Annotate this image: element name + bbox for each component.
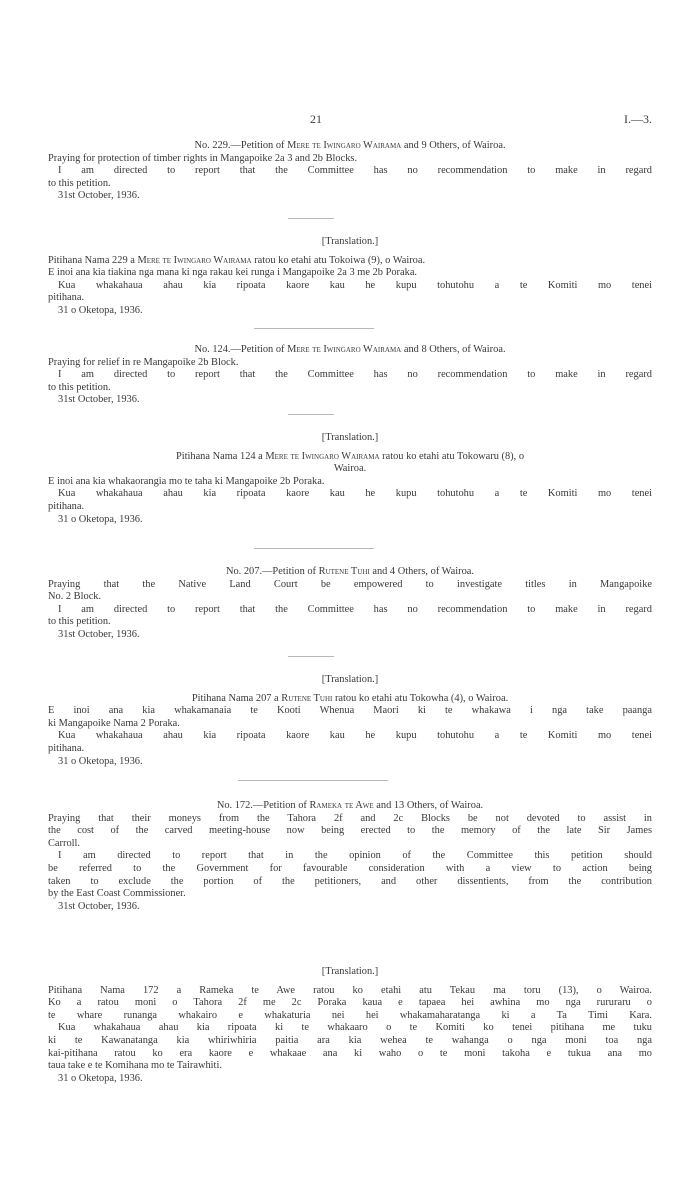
prayer-line: te whare runanga whakairo e whakaturia nei hei whakamaharatanga ki a Ta Timi Kara.	[48, 1009, 652, 1021]
report-line: to this petition.	[48, 616, 111, 628]
prayer-line: E inoi ana kia whakaorangia mo te taha ki Mangapoike 2b Poraka.	[48, 475, 325, 487]
page-header	[48, 112, 652, 128]
translation-label: [Translation.]	[321, 432, 379, 443]
report-line: I am directed to report that the Committee has no recommendation to make in regard	[58, 603, 652, 615]
report-line: pitihana.	[48, 292, 85, 304]
report-line: pitihana.	[48, 742, 85, 754]
petition-124	[48, 344, 652, 407]
prayer-line: E inoi ana kia whakamanaia te Kooti Whenua Maori ki te whakawa i nga take paanga	[48, 705, 652, 717]
report-line: taken to exclude the portion of the petitioners, and other dissentients, from the contribution	[48, 875, 652, 887]
divider	[288, 218, 334, 219]
report-line: taua take e te Komihana mo te Tairawhiti.	[48, 1060, 222, 1072]
prayer-line: Carroll.	[48, 837, 81, 849]
prayer-line: Praying that the Native Land Court be empowered to investigate titles in Mangapoike	[48, 578, 652, 590]
prayer-line: Praying for relief in re Mangapoike 2b Block.	[48, 356, 239, 368]
divider	[288, 414, 334, 415]
prayer-line: Praying that their moneys from the Tahora 2f and 2c Blocks be not devoted to assist in	[48, 812, 652, 824]
report-line: to this petition.	[48, 177, 111, 189]
date-line: 31st October, 1936.	[58, 900, 140, 912]
petition-heading: Pitihana Nama 229 a Mere te Iwingaro Wairama ratou ko etahi atu Tokoiwa (9), o Wairoa.	[48, 254, 426, 266]
report-line: by the East Coast Commissioner.	[48, 888, 186, 900]
prayer-line: E inoi ana kia tiakina nga mana ki nga rakau kei runga i Mangapoike 2a 3 me 2b Poraka.	[48, 267, 418, 279]
translation-label: [Translation.]	[321, 236, 379, 247]
prayer-line: ki Mangapoike Nama 2 Poraka.	[48, 717, 180, 729]
translation-229	[48, 236, 652, 318]
date-line: 31 o Oketopa, 1936.	[58, 1072, 143, 1084]
date-line: 31st October, 1936.	[58, 394, 140, 406]
report-line: pitihana.	[48, 500, 85, 512]
report-line: Kua whakahaua ahau kia ripoata kaore kau he kupu tohutohu a te Komiti mo tenei	[58, 279, 652, 291]
translation-label: [Translation.]	[321, 674, 379, 685]
document-reference: I.—3.	[624, 112, 652, 126]
report-line: to this petition.	[48, 381, 111, 393]
report-line: be referred to the Government for favourable consideration with a view to action being	[48, 862, 652, 874]
petition-heading: Pitihana Nama 207 a Rutene Tuhi ratou ko etahi atu Tokowha (4), o Wairoa.	[191, 692, 509, 704]
translation-172	[48, 966, 652, 1085]
petition-172	[48, 800, 652, 913]
date-line: 31st October, 1936.	[58, 628, 140, 640]
petition-heading: Pitihana Nama 124 a Mere te Iwingaro Wairama ratou ko etahi atu Tokowaru (8), o Wairoa.	[175, 450, 525, 475]
translation-207	[48, 674, 652, 768]
prayer-line: Ko a ratou moni o Tahora 2f me 2c Poraka kaua e tapaea hei awhina mo nga rururaru o	[48, 997, 652, 1009]
divider	[254, 328, 374, 329]
petition-heading: Pitihana Nama 172 a Rameka te Awe ratou ko etahi atu Tekau ma toru (13), o Wairoa.	[48, 984, 652, 996]
report-line: Kua whakahaua ahau kia ripoata kaore kau he kupu tohutohu a te Komiti mo tenei	[58, 730, 652, 742]
prayer-line: No. 2 Block.	[48, 591, 102, 603]
report-line: I am directed to report that the Committee has no recommendation to make in regard	[58, 369, 652, 381]
prayer-line: the cost of the carved meeting-house now being erected to the memory of the late Sir James	[48, 825, 652, 837]
report-line: kai-pitihana ratou ko era kaore e whakaae ana ki waho o te moni takoha e tukua ana mo	[48, 1047, 652, 1059]
divider	[288, 656, 334, 657]
report-line: Kua whakahaua ahau kia ripoata ki te whakaaro o te Komiti ko tenei pitihana me tuku	[58, 1022, 652, 1034]
report-line: I am directed to report that the Committee has no recommendation to make in regard	[58, 165, 652, 177]
page-number: 21	[310, 112, 322, 126]
date-line: 31st October, 1936.	[58, 190, 140, 202]
translation-124	[48, 432, 652, 526]
report-line: ki te Kawanatanga kia whiriwhiria paitia ara kia wehea te wahanga o nga moni toa nga	[48, 1034, 652, 1046]
translation-label: [Translation.]	[321, 966, 379, 977]
date-line: 31 o Oketopa, 1936.	[58, 755, 143, 767]
report-line: Kua whakahaua ahau kia ripoata kaore kau he kupu tohutohu a te Komiti mo tenei	[58, 488, 652, 500]
date-line: 31 o Oketopa, 1936.	[58, 513, 143, 525]
petition-heading: No. 207.—Petition of Rutene Tuhi and 4 Others, of Wairoa.	[225, 566, 475, 577]
petition-heading: No. 172.—Petition of Rameka te Awe and 13 Others, of Wairoa.	[216, 800, 484, 811]
petition-heading: No. 124.—Petition of Mere te Iwingaro Wairama and 8 Others, of Wairoa.	[194, 344, 506, 355]
prayer-line: Praying for protection of timber rights in Mangapoike 2a 3 and 2b Blocks.	[48, 152, 358, 164]
divider	[238, 780, 388, 781]
report-line: I am directed to report that in the opinion of the Committee this petition should	[58, 850, 652, 862]
date-line: 31 o Oketopa, 1936.	[58, 304, 143, 316]
petition-heading: No. 229.—Petition of Mere te Iwingaro Wairama and 9 Others, of Wairoa.	[194, 140, 506, 151]
petition-229	[48, 140, 652, 203]
divider	[254, 548, 374, 549]
petition-207	[48, 566, 652, 642]
